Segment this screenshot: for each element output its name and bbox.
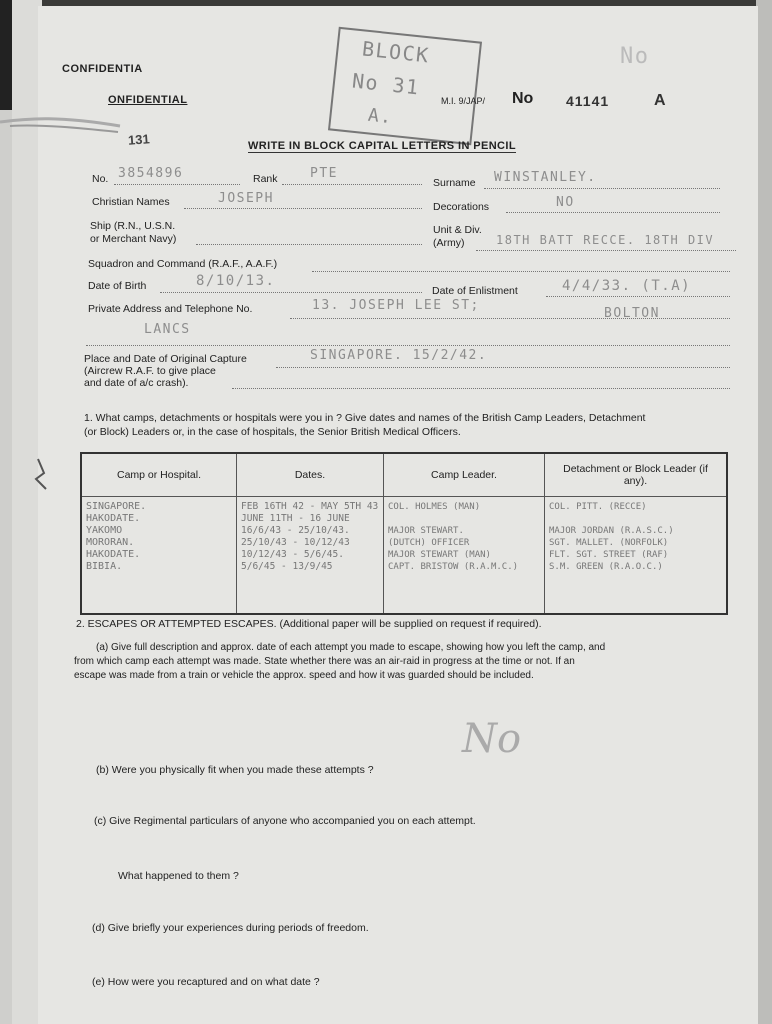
squadron-label: Squadron and Command (R.A.F., A.A.F.)	[88, 258, 278, 270]
q2-a-answer: No	[462, 716, 522, 762]
unit-label-1: Unit & Div.	[433, 224, 482, 236]
q2-e-text: (e) How were you recaptured and on what date ?	[92, 976, 320, 988]
camp-column	[81, 497, 237, 615]
stamp-line-3: A.	[366, 104, 394, 129]
stamp-line-2: No 31	[350, 68, 421, 100]
dates-cell: JUNE 11TH - 16 JUNE	[241, 513, 350, 524]
camps-table-header	[81, 453, 727, 497]
q2-a-text-1: (a) Give full description and approx. date of each attempt you made to escape, showing how you left the camp, and	[96, 642, 606, 653]
detachment-cell	[545, 513, 726, 525]
capture-value: SINGAPORE. 15/2/42.	[310, 348, 488, 363]
dates-cell: 5/6/45 - 13/9/45	[241, 561, 333, 572]
no-line	[114, 184, 240, 185]
enlistment-label: Date of Enlistment	[432, 285, 518, 297]
dates-cell: 10/12/43 - 5/6/45.	[241, 549, 344, 560]
leader-cell: MAJOR STEWART.	[388, 526, 464, 536]
unit-value: 18TH BATT RECCE. 18TH DIV	[496, 233, 715, 247]
leader-cell	[384, 513, 544, 525]
detachment-cell: SGT. MALLET. (NORFOLK)	[549, 538, 669, 548]
q1-text-1: 1. What camps, detachments or hospitals were you in ? Give dates and names of the British Camp Leaders, Detachment	[84, 412, 646, 424]
dob-value: 8/10/13.	[196, 273, 276, 289]
unit-line	[476, 250, 736, 251]
decorations-line	[506, 212, 720, 213]
detachment-column	[545, 497, 728, 615]
col-header-leader: Camp Leader.	[384, 453, 545, 497]
camp-cell: SINGAPORE.	[86, 501, 147, 512]
string-tie-icon	[0, 108, 140, 148]
leader-cell: MAJOR STEWART (MAN)	[388, 550, 491, 560]
camp-cell: YAKOMO	[86, 525, 123, 536]
q2-title: 2. ESCAPES OR ATTEMPTED ESCAPES. (Additional paper will be supplied on request if required).	[76, 618, 542, 630]
leader-cell: (DUTCH) OFFICER	[388, 538, 470, 548]
no-value: 3854896	[118, 166, 184, 181]
q2-c-text-2: What happened to them ?	[118, 870, 239, 882]
address-line	[290, 318, 730, 319]
rank-value: PTE	[310, 166, 338, 181]
camp-cell: HAKODATE.	[86, 549, 141, 560]
form-number: 41141	[566, 93, 610, 109]
leader-cell: CAPT. BRISTOW (R.A.M.C.)	[388, 562, 519, 572]
instruction-heading: WRITE IN BLOCK CAPITAL LETTERS IN PENCIL	[248, 140, 516, 152]
right-page-edge	[756, 0, 772, 1024]
camp-cell: BIBIA.	[86, 561, 123, 572]
form-number-label: No	[512, 90, 534, 107]
capture-label-2: (Aircrew R.A.F. to give place	[84, 365, 216, 377]
address-value: 13. JOSEPH LEE ST;	[312, 298, 480, 313]
detachment-cell: FLT. SGT. STREET (RAF)	[549, 550, 669, 560]
capture-line-2	[232, 388, 730, 389]
decorations-value: NO	[556, 195, 575, 210]
address-value-2: BOLTON	[604, 306, 660, 321]
detachment-cell: MAJOR JORDAN (R.A.S.C.)	[549, 526, 674, 536]
address-line-2	[86, 345, 730, 346]
capture-line	[276, 367, 730, 368]
capture-label-1: Place and Date of Original Capture	[84, 353, 247, 365]
q2-b-text: (b) Were you physically fit when you made these attempts ?	[96, 764, 374, 776]
q1-text-2: (or Block) Leaders or, in the case of hospitals, the Senior British Medical Officers.	[84, 426, 461, 438]
surname-label: Surname	[433, 177, 476, 189]
q2-a-text-2: from which camp each attempt was made. State whether there was an air-raid in progress at the time or not. If an	[74, 656, 575, 667]
camps-table	[80, 452, 728, 615]
enlistment-line	[546, 296, 730, 297]
corner-mark: No	[620, 44, 650, 69]
address-value-3: LANCS	[144, 322, 191, 337]
col-header-detachment: Detachment or Block Leader (if any).	[545, 453, 728, 497]
squadron-line	[312, 271, 730, 272]
rank-line	[282, 184, 422, 185]
ship-label-1: Ship (R.N., U.S.N.	[90, 220, 176, 232]
dob-line	[160, 292, 422, 293]
christian-names-label: Christian Names	[92, 196, 170, 208]
dob-label: Date of Birth	[88, 280, 147, 292]
dates-cell: FEB 16TH 42 - MAY 5TH 43	[241, 501, 379, 512]
dates-cell: 25/10/43 - 10/12/43	[241, 537, 350, 548]
form-suffix: A	[654, 92, 666, 109]
confidential-label-1: CONFIDENTIA	[62, 63, 143, 75]
decorations-label: Decorations	[433, 201, 490, 213]
small-number: 131	[127, 131, 151, 148]
leader-column	[384, 497, 545, 615]
enlistment-value: 4/4/33. (T.A)	[562, 278, 692, 294]
dates-cell: 16/6/43 - 25/10/43.	[241, 525, 350, 536]
rank-label: Rank	[253, 173, 278, 185]
q2-a-text-3: escape was made from a train or vehicle the approx. speed and how it was guarded should be included.	[74, 670, 534, 681]
q2-c-text: (c) Give Regimental particulars of anyone who accompanied you on each attempt.	[94, 815, 476, 827]
surname-value: WINSTANLEY.	[494, 170, 597, 185]
col-header-dates: Dates.	[237, 453, 384, 497]
col-header-camp: Camp or Hospital.	[81, 453, 237, 497]
mi-reference: M.I. 9/JAP/	[441, 96, 486, 106]
unit-label-2: (Army)	[433, 237, 465, 249]
detachment-cell: COL. PITT. (RECCE)	[549, 502, 647, 512]
confidential-label-2: ONFIDENTIAL	[108, 94, 188, 106]
detachment-cell: S.M. GREEN (R.A.O.C.)	[549, 562, 663, 572]
margin-mark-icon	[30, 455, 60, 495]
ship-line	[196, 244, 422, 245]
address-label: Private Address and Telephone No.	[88, 303, 253, 315]
ship-label-2: or Merchant Navy)	[90, 233, 177, 245]
camp-cell: HAKODATE.	[86, 513, 141, 524]
camp-cell: MORORAN.	[86, 537, 135, 548]
q2-d-text: (d) Give briefly your experiences during periods of freedom.	[92, 922, 369, 934]
camps-table-body	[81, 497, 727, 615]
capture-label-3: and date of a/c crash).	[84, 377, 189, 389]
christian-line	[184, 208, 422, 209]
dates-column	[237, 497, 384, 615]
no-label: No.	[92, 173, 109, 185]
stamp-line-1: BLOCK	[360, 36, 431, 68]
christian-names-value: JOSEPH	[218, 191, 274, 206]
leader-cell: COL. HOLMES (MAN)	[388, 502, 481, 512]
surname-line	[484, 188, 720, 189]
